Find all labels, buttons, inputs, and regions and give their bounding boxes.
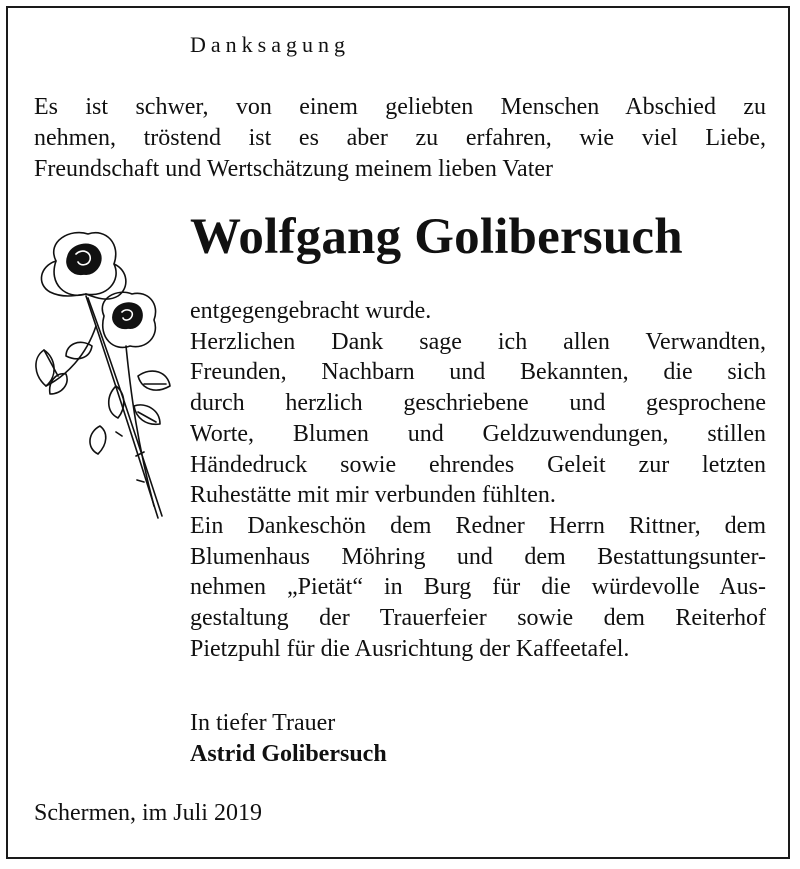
intro-line: Freundschaft und Wertschätzung meinem lieben Vater — [34, 156, 554, 182]
body-line: durch herzlich geschriebene und gesprochene — [190, 390, 766, 417]
body-line: Herzlichen Dank sage ich allen Verwandten, — [190, 328, 766, 355]
signer-name: Astrid Golibersuch — [190, 741, 387, 767]
body-line: Händedruck sowie ehrendes Geleit zur letzten — [190, 451, 766, 478]
deceased-name: Wolfgang Golibersuch — [190, 209, 683, 265]
body-line: entgegengebracht wurde. — [190, 298, 432, 324]
body-line: Worte, Blumen und Geldzuwendungen, stillen — [190, 420, 766, 447]
closing-phrase: In tiefer Trauer — [190, 710, 336, 736]
body-line: Ein Dankeschön dem Redner Herrn Rittner, dem — [190, 512, 766, 539]
body-line: gestaltung der Trauerfeier sowie dem Reiterhof — [190, 605, 766, 632]
notice-heading: Danksagung — [190, 32, 350, 57]
body-line: Pietzpuhl für die Ausrichtung der Kaffeetafel. — [190, 635, 630, 662]
intro-line: nehmen, tröstend ist es aber zu erfahren, wie viel Liebe, — [34, 125, 766, 151]
body-line: Freunden, Nachbarn und Bekannten, die sich — [190, 359, 766, 386]
rose-icon — [26, 226, 176, 522]
place-date: Schermen, im Juli 2019 — [34, 800, 262, 826]
intro-line: Es ist schwer, von einem geliebten Menschen Abschied zu — [34, 94, 766, 120]
body-line: Blumenhaus Möhring und dem Bestattungsunter- — [190, 543, 766, 570]
intro-text — [34, 92, 766, 185]
body-line: Ruhestätte mit mir verbunden fühlten. — [190, 482, 556, 509]
body-text — [190, 296, 766, 664]
body-line: nehmen „Pietät“ in Burg für die würdevolle Aus- — [190, 574, 766, 601]
closing-block — [190, 708, 387, 770]
